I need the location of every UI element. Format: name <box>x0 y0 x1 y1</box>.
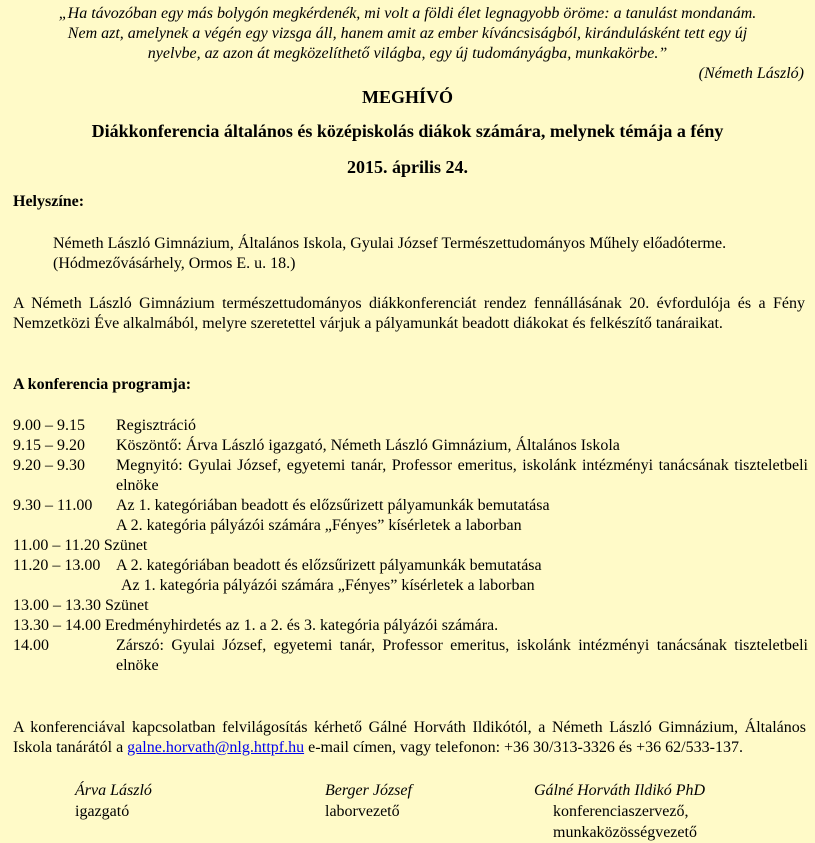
signatory-role: konferenciaszervező, <box>553 803 689 820</box>
signature-block <box>534 780 705 843</box>
schedule-time: 11.00 – 11.20 <box>13 537 100 554</box>
schedule-description: Regisztráció <box>116 417 196 434</box>
document-subtitle: Diákkonferencia általános és középiskolás diákok számára, melynek témája a fény <box>91 121 724 141</box>
venue-line: Németh László Gimnázium, Általános Iskola, Gyulai József Természettudományos Műhely előadóterme. <box>53 235 727 252</box>
schedule-description: A 2. kategóriában beadott és előzsűrizett pályamunkák bemutatása <box>116 557 542 574</box>
contact-paragraph <box>13 718 806 758</box>
contact-text: A konferenciával kapcsolatban felvilágosítás kérhető Gálné Horváth Ildikótól, a Németh László Gimnázium, Általános Iskola tanárától a <box>13 719 806 756</box>
schedule-row <box>13 596 808 616</box>
schedule-description: Eredményhirdetés az 1. a 2. és 3. kategória pályázói számára. <box>105 617 499 634</box>
schedule-description: Megnyitó: Gyulai József, egyetemi tanár, Professor emeritus, iskolánk intézményi tanácsának tiszteletbeli elnöke <box>116 457 808 494</box>
schedule-time: 11.20 – 13.00 <box>13 557 101 574</box>
schedule-description: Az 1. kategóriában beadott és előzsűrizett pályamunkák bemutatása <box>116 497 550 514</box>
schedule-time: 14.00 <box>13 637 49 654</box>
schedule-time: 9.30 – 11.00 <box>13 497 93 514</box>
schedule-time: 9.20 – 9.30 <box>13 457 85 474</box>
program-heading: A konferencia programja: <box>13 376 192 393</box>
event-date: 2015. április 24. <box>346 157 468 177</box>
signatory-name: Berger József <box>325 782 412 799</box>
schedule-description: Az 1. kategória pályázói számára „Fényes” kísérletek a laborban <box>121 577 535 594</box>
email-link[interactable]: galne.horvath@nlg.httpf.hu <box>127 739 305 756</box>
schedule-description: Szünet <box>105 597 149 614</box>
signatory-role: laborvezető <box>325 803 400 820</box>
schedule-row <box>13 436 808 456</box>
quote-line: nyelvbe, az azon át megközelíthető világba, egy új tudományágba, munkakörbe.” <box>147 45 668 62</box>
schedule-description: Zárszó: Gyulai József, egyetemi tanár, Professor emeritus, iskolánk intézményi tanácsának tiszteletbeli elnöke <box>116 637 808 674</box>
schedule-time: 9.00 – 9.15 <box>13 417 85 434</box>
document-title: MEGHÍVÓ <box>361 87 453 107</box>
schedule-row <box>13 616 808 636</box>
schedule-description: Szünet <box>103 537 148 554</box>
signatory-role: igazgató <box>75 803 130 820</box>
quote-line: „Ha távozóban egy más bolygón megkérdenék, mi volt a földi élet legnagyobb öröme: a tanulást mondanám. <box>58 5 757 22</box>
signatory-name: Gálné Horváth Ildikó PhD <box>534 782 706 799</box>
schedule-time: 13.30 – 14.00 <box>13 617 101 634</box>
schedule-time: 13.00 – 13.30 <box>13 597 101 614</box>
quote-author: (Németh László) <box>698 65 804 82</box>
schedule-row <box>13 556 808 596</box>
schedule-description: Köszöntő: Árva László igazgató, Németh László Gimnázium, Általános Iskola <box>116 437 620 454</box>
venue-line: (Hódmezővásárhely, Ormos E. u. 18.) <box>53 255 296 272</box>
signatory-name: Árva László <box>75 782 152 799</box>
schedule-row <box>13 456 808 496</box>
schedule-row <box>13 416 808 436</box>
contact-text: e-mail címen, vagy telefonon: +36 30/313-3326 és +36 62/533-137. <box>304 739 743 756</box>
schedule-description: A 2. kategória pályázói számára „Fényes” kísérletek a laborban <box>116 517 522 534</box>
quote-line: Nem azt, amelynek a végén egy vizsga áll, hanem amit az ember kíváncsiságból, kirándulásként tett egy új <box>67 25 748 42</box>
epigraph-quote <box>0 4 815 64</box>
schedule-row <box>13 636 808 676</box>
signature-block <box>75 780 152 822</box>
signature-block <box>325 780 412 822</box>
signatory-role: munkaközösségvezető <box>553 824 697 841</box>
venue-heading: Helyszíne: <box>13 193 85 210</box>
schedule-time: 9.15 – 9.20 <box>13 437 85 454</box>
schedule-row <box>13 536 808 556</box>
venue-address <box>53 234 726 274</box>
intro-paragraph: A Németh László Gimnázium természettudományos diákkonferenciát rendez fennállásának 20. évfordulója és a Fény Nemzetközi Éve alkalmából, melyre szeretettel várjuk a pályamunkát beadott diákokat és felkészítő tanáraikat. <box>13 295 805 332</box>
program-schedule <box>13 416 808 676</box>
schedule-row <box>13 496 808 536</box>
